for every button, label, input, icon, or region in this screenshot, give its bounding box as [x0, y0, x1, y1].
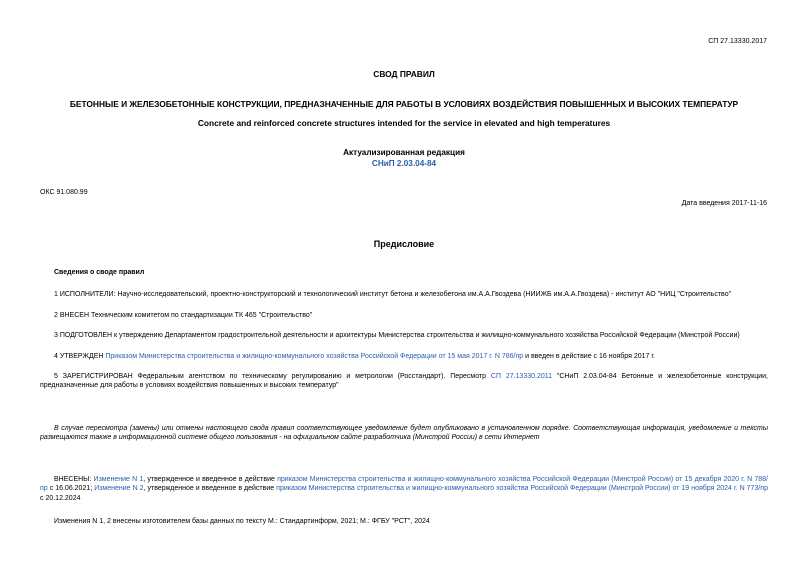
paragraph-executors: 1 ИСПОЛНИТЕЛИ: Научно-исследовательский, проектно-конструкторский и технологический институт бетона и железобетона им.А.А.Гвоздева (НИИЖБ им.А.А.Гвоздева) - институт АО "НИЦ "Строительство": [54, 291, 732, 298]
paragraph-registered: [40, 372, 768, 391]
document-code: СП 27.13330.2017: [708, 38, 767, 45]
amendment-2-link[interactable]: Изменение N 2: [94, 485, 144, 493]
amendment-1-link[interactable]: Изменение N 1: [93, 476, 144, 483]
edition-label: Актуализированная редакция: [343, 148, 465, 157]
document-type: СВОД ПРАВИЛ: [373, 69, 435, 79]
paragraph-submitted: 2 ВНЕСЕН Техническим комитетом по стандартизации ТК 465 "Строительство": [54, 312, 313, 319]
foreword-heading: Предисловие: [373, 239, 435, 249]
amendments-text-c: с 16.06.2021;: [47, 485, 95, 493]
introduction-date: Дата введения 2017-11-16: [681, 200, 767, 207]
approved-text-a: 4 УТВЕРЖДЕН: [54, 353, 106, 360]
amendments-text-a: ВНЕСЕНЫ:: [54, 476, 94, 483]
approval-order-link[interactable]: Приказом Министерства строительства и жилищно-коммунального хозяйства Российской Федерации от 15 мая 2017 г. N 786/пр: [105, 353, 524, 360]
registered-text-a: 5 ЗАРЕГИСТРИРОВАН Федеральным агентством по техническому регулированию и метрологии (Росстандарт). Пересмотр: [54, 373, 491, 380]
paragraph-amendments-source: Изменения N 1, 2 внесены изготовителем базы данных по тексту М.: Стандартинформ, 2021; М.: ФГБУ "РСТ", 2024: [54, 518, 430, 525]
section-heading: Сведения о своде правил: [54, 269, 145, 276]
sp-2011-link[interactable]: СП 27.13330.2011: [490, 373, 553, 380]
paragraph-amendments: [40, 475, 768, 503]
approved-text-b: и введен в действие с 16 ноября 2017 г.: [523, 353, 655, 360]
paragraph-revision-notice: В случае пересмотра (замены) или отмены настоящего свода правил соответствующее уведомление будет опубликовано в установленном порядке. Соответствующая информация, уведомление и тексты размещаются также в информационной системе общего пользования - на официальном сайте разработчика (Минстрой России) в сети Интернет: [40, 425, 768, 442]
amendments-text-e: с 20.12.2024: [40, 494, 81, 502]
amendment-2-order-link[interactable]: приказом Министерства строительства и жилищно-коммунального хозяйства Российской Федерации (Минстрой России) от 19 ноября 2024 г. N 773/пр: [276, 485, 768, 493]
paragraph-prepared: 3 ПОДГОТОВЛЕН к утверждению Департаментом градостроительной деятельности и архитектуры Министерства строительства и жилищно-коммунального хозяйства Российской Федерации (Минстрой России): [54, 332, 740, 339]
amendments-text-b: , утвержденное и введенное в действие: [143, 476, 278, 483]
amendment-1-order-link[interactable]: приказом Министерства строительства и жилищно-коммунального хозяйства Российской Федерации (Минстрой России) от 15 декабря 2020 г. N 788/пр: [40, 476, 769, 493]
document-title-ru: БЕТОННЫЕ И ЖЕЛЕЗОБЕТОННЫЕ КОНСТРУКЦИИ, ПРЕДНАЗНАЧЕННЫЕ ДЛЯ РАБОТЫ В УСЛОВИЯХ ВОЗДЕЙСТВИЯ ПОВЫШЕННЫХ И ВЫСОКИХ ТЕМПЕРАТУР: [69, 99, 739, 109]
okc-code: ОКС 91.080.99: [40, 189, 88, 196]
amendments-text-d: , утвержденное и введенное в действие: [143, 485, 277, 493]
registered-text-b: "СНиП 2.03.04-84 Бетонные и железобетонные конструкции, предназначенные для работы в условиях воздействия повышенных и высоких температур": [40, 373, 769, 390]
document-title-en: Concrete and reinforced concrete structures intended for the service in elevated and high temperatures: [197, 118, 611, 128]
paragraph-approved: [40, 352, 768, 361]
snip-link[interactable]: СНиП 2.03.04-84: [371, 159, 437, 168]
